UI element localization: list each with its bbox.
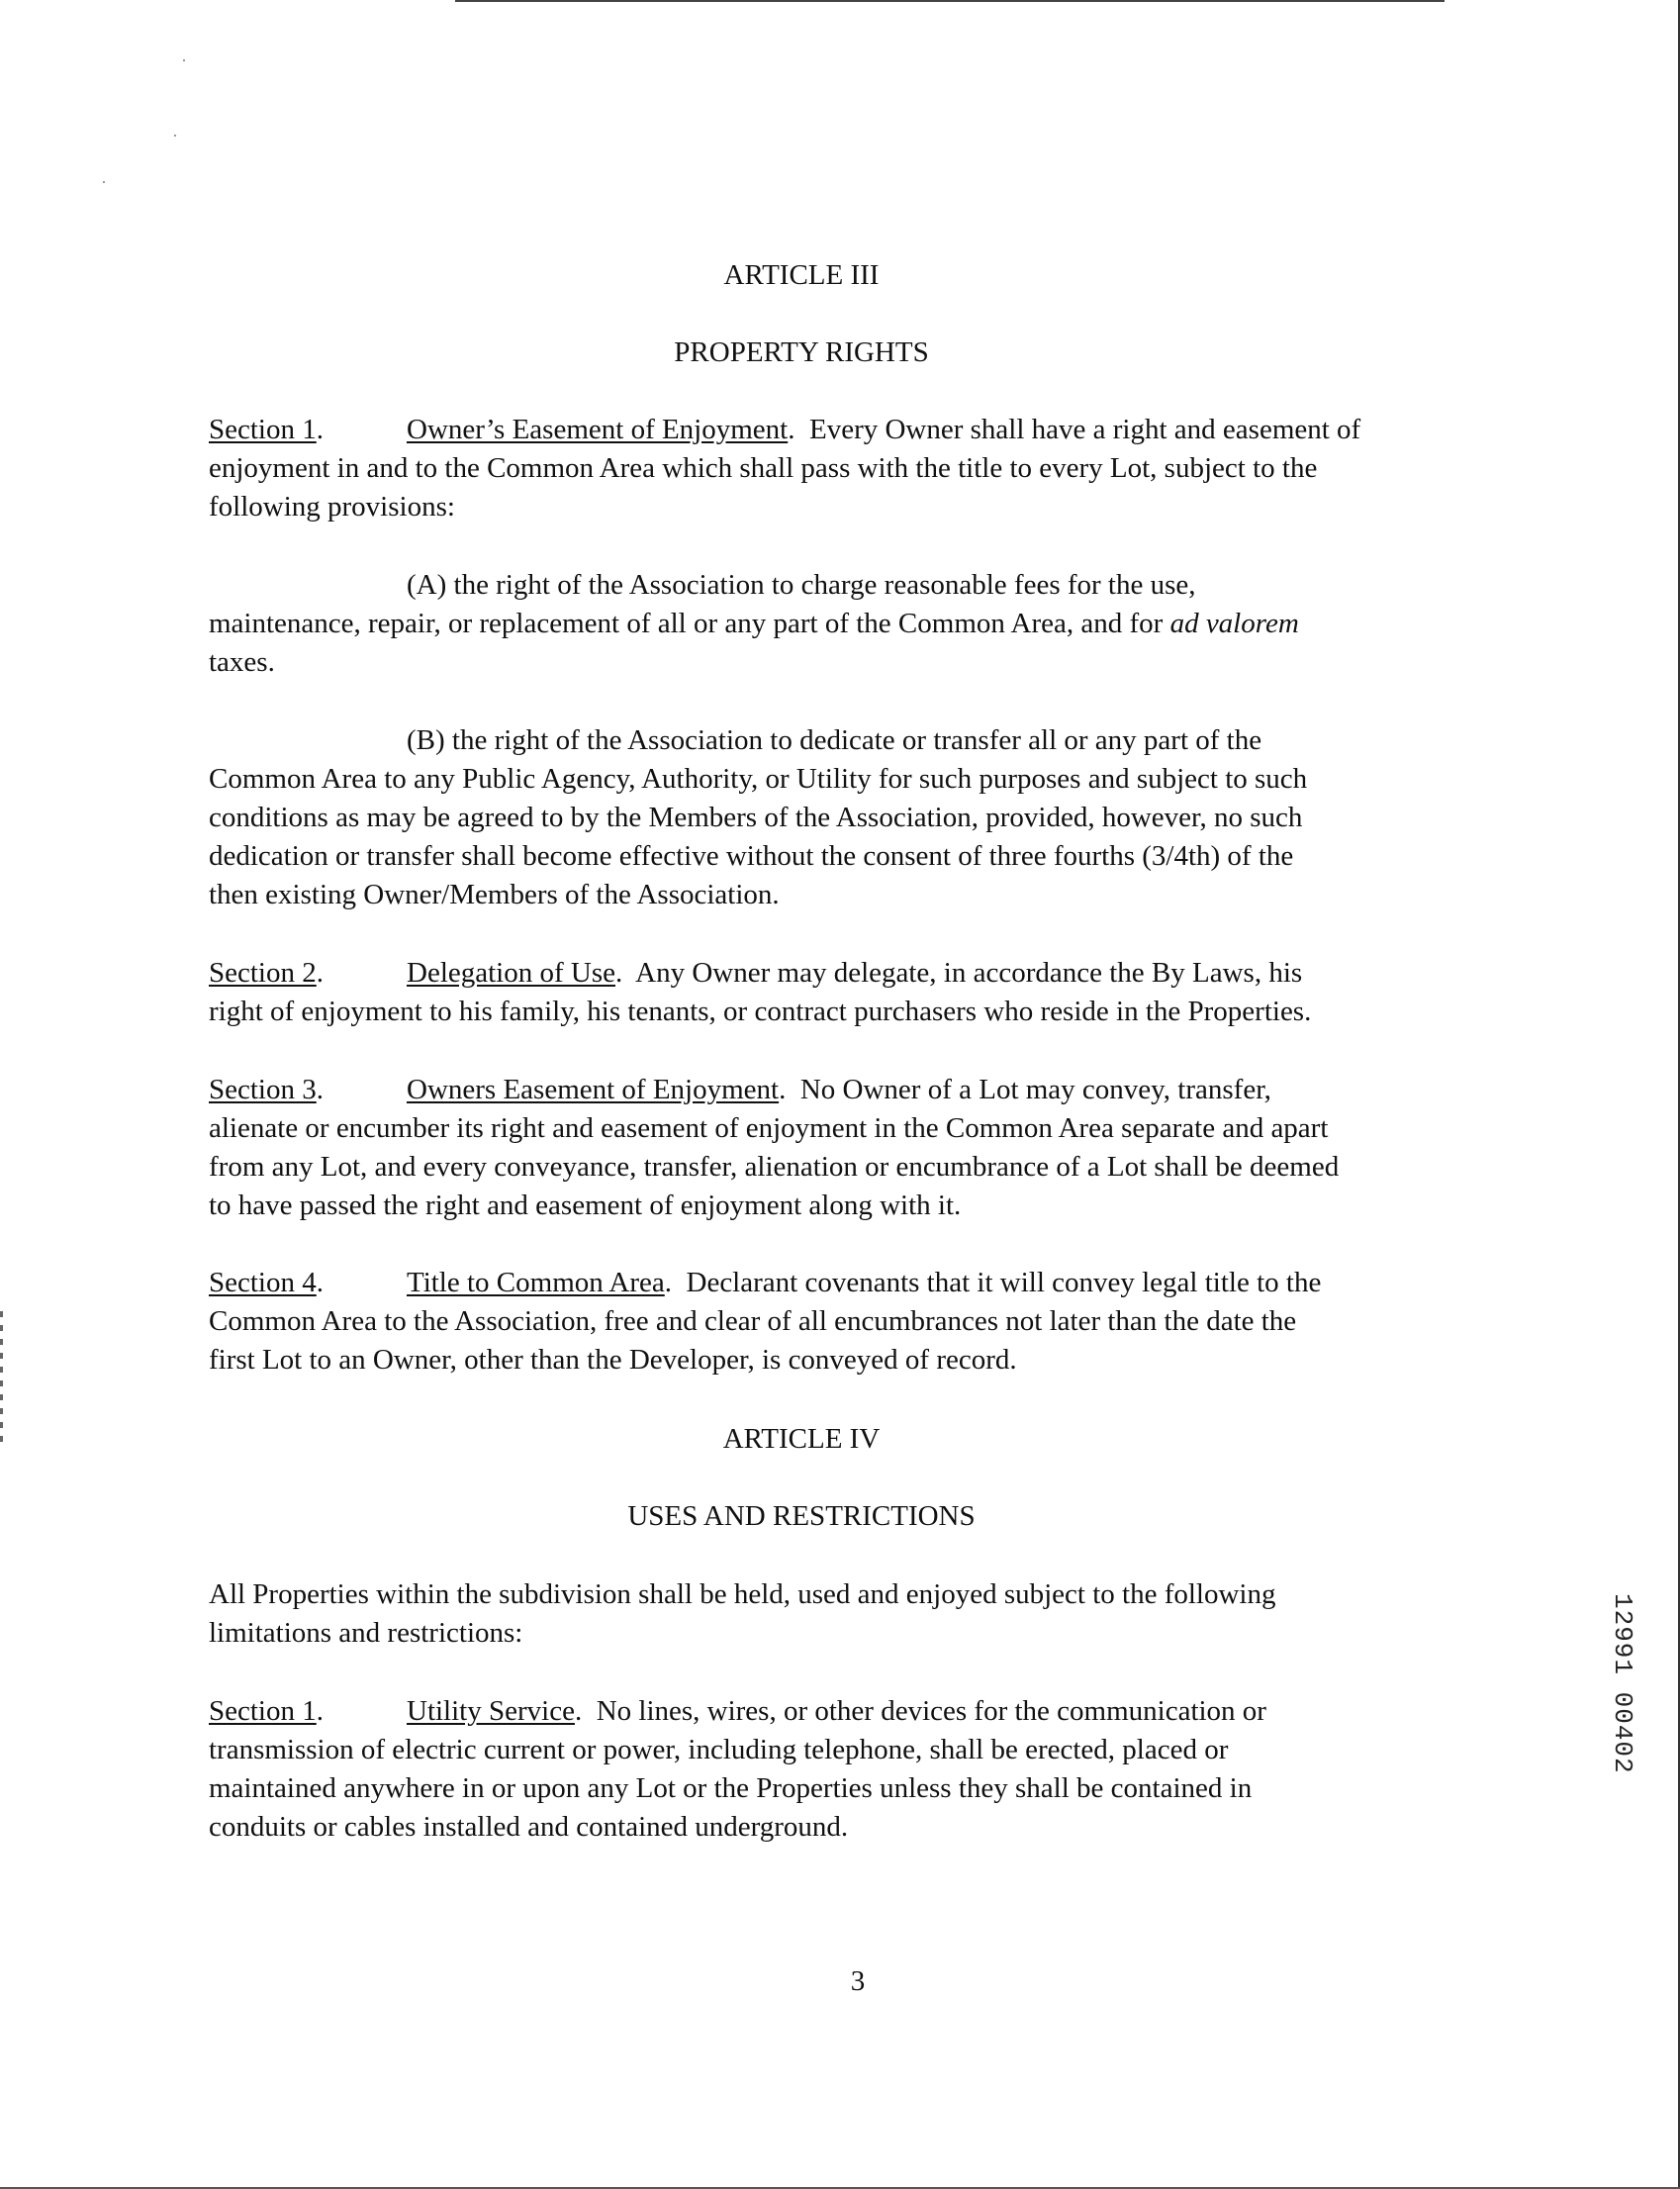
article-3-section-1: Section 1. Owner’s Easement of Enjoyment. Every Owner shall have a right and easement of enjoyment in and to the Common Area which shall pass with the title to every Lot, subject to the following provisions: <box>209 414 1361 523</box>
article-4-subtitle: USES AND RESTRICTIONS <box>627 1500 976 1532</box>
article-3-section-2: Section 2. Delegation of Use. Any Owner may delegate, in accordance the By Laws, his right of enjoyment to his family, his tenants, or contract purchasers who reside in the Properties. <box>209 957 1312 1027</box>
section-heading: Delegation of Use <box>407 957 615 989</box>
scan-speck <box>174 135 176 137</box>
provision-a: (A) the right of the Association to charge reasonable fees for the use, maintenance, repair, or replacement of all or any part of the Common Area, and for ad valorem taxes. <box>209 569 1299 678</box>
section-label: Section 1 <box>209 414 317 445</box>
scan-speck <box>183 59 185 61</box>
article-3-section-4: Section 4. Title to Common Area. Declarant covenants that it will convey legal title to the Common Area to the Association, free and clear of all encumbrances not later than the date the first Lot to an Owner, other than the Developer, is conveyed of record. <box>209 1267 1322 1376</box>
top-rule <box>455 0 1445 2</box>
article-4-intro: All Properties within the subdivision shall be held, used and enjoyed subject to the following limitations and restrictions: <box>209 1578 1276 1649</box>
section-label: Section 3 <box>209 1074 317 1105</box>
section-label: Section 1 <box>209 1695 317 1727</box>
section-label: Section 2 <box>209 957 317 989</box>
article-3-section-3: Section 3. Owners Easement of Enjoyment. No Owner of a Lot may convey, transfer, alienate or encumber its right and easement of enjoyment in the Common Area separate and apart from any Lot, and every conveyance, transfer, alienation or encumbrance of a Lot shall be deemed to have passed the right and easement of enjoyment along with it. <box>209 1074 1340 1221</box>
article-4-section-1: Section 1. Utility Service. No lines, wires, or other devices for the communication or transmission of electric current or power, including telephone, shall be erected, placed or maintained anywhere in or upon any Lot or the Properties unless they shall be contained in conduits or cables installed and contained underground. <box>209 1695 1266 1843</box>
recording-stamp: 12991 00402 <box>1608 1593 1637 1774</box>
article-3-subtitle: PROPERTY RIGHTS <box>674 336 929 368</box>
article-4-title: ARTICLE IV <box>722 1423 881 1455</box>
section-heading: Title to Common Area <box>407 1267 665 1298</box>
section-label: Section 4 <box>209 1267 317 1298</box>
section-heading: Owner’s Easement of Enjoyment <box>407 414 789 445</box>
section-heading: Owners Easement of Enjoyment <box>407 1074 780 1105</box>
article-3-title: ARTICLE III <box>723 259 880 291</box>
provision-b: (B) the right of the Association to dedicate or transfer all or any part of the Common Area to any Public Agency, Authority, or Utility for such purposes and subject to such conditions as may be agreed to by the Members of the Association, provided, however, no such dedication or transfer shall become effective without the consent of three fourths (3/4th) of the then existing Owner/Members of the Association. <box>209 724 1308 910</box>
section-heading: Utility Service <box>407 1695 575 1727</box>
page-number: 3 <box>850 1965 866 1997</box>
scan-speck <box>103 181 105 183</box>
italic-term: ad valorem <box>1169 608 1299 639</box>
